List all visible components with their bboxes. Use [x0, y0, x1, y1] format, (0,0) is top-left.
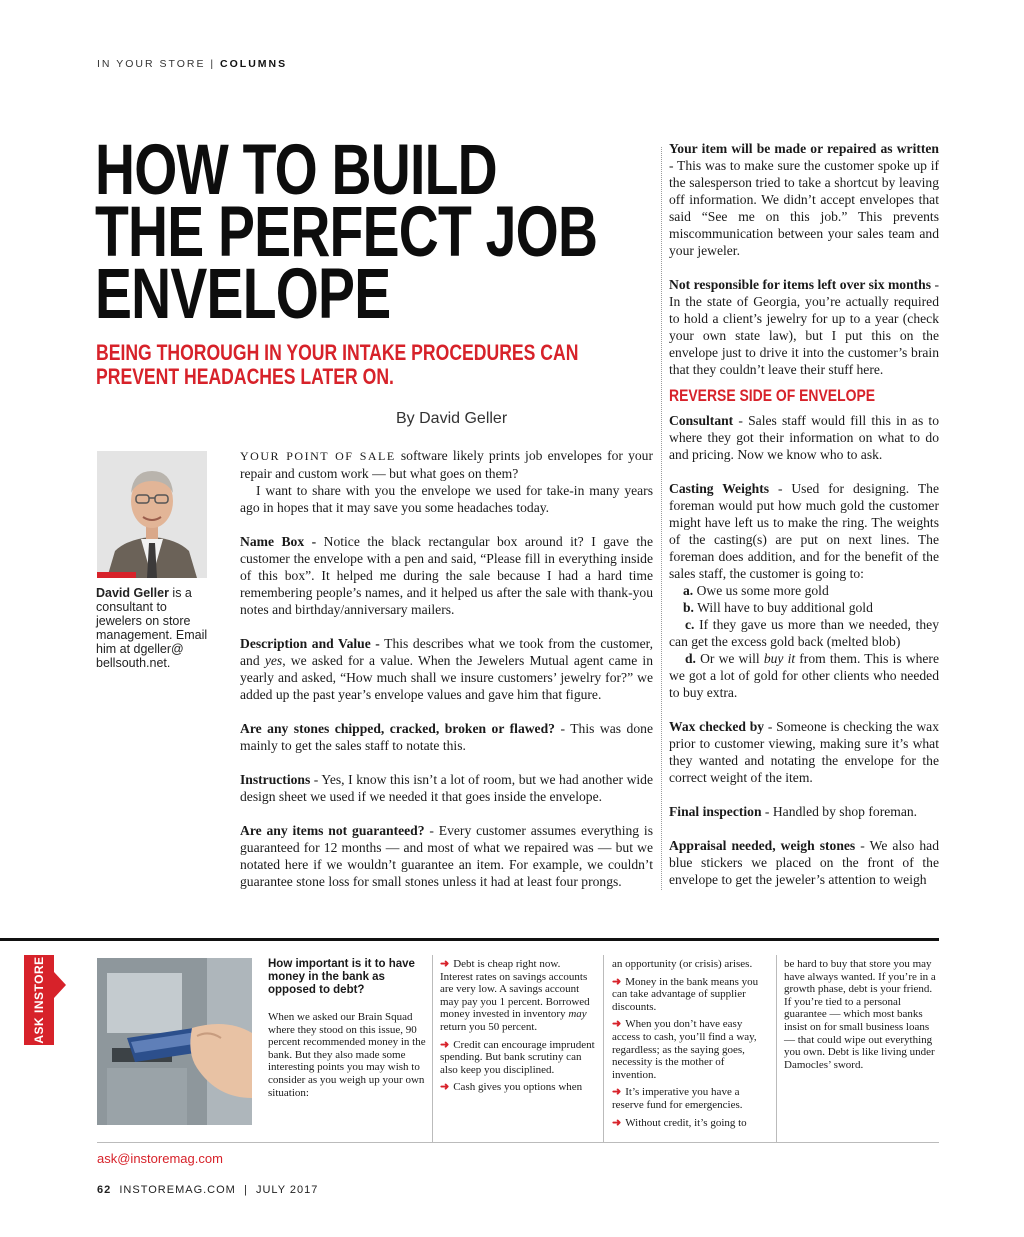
ask-column-1: [268, 958, 426, 1104]
casting-text: - Used for designing. The foreman would put how much gold the customer might have left us to make the ring. The weights of the casting(s) are put on next lines. The foreman does addition, and for the benefit of the sales staff, the customer is going to:: [669, 481, 939, 581]
wax-heading: Wax checked by: [669, 719, 765, 734]
description-heading: Description and Value -: [240, 636, 380, 651]
page-footer: [97, 1184, 318, 1196]
footer-site: INSTOREMAG.COM: [119, 1184, 236, 1196]
ask-divider: [776, 955, 777, 1142]
written-text: - This was to make sure the customer spoke up if the salesperson tried to take a shortcut by leaving off information. We didn’t accept envelopes that said “See me on this job.” This prevents miscommunication between your sales team and your jeweler.: [669, 158, 939, 258]
arrow-right-icon: ➜: [440, 958, 450, 970]
header-separator: |: [210, 58, 216, 70]
ask-point: Debt is cheap right now. Interest rates on savings accounts are very low. A savings account may pay you 1 percent. Borrowed money invested in inventory: [440, 958, 590, 1021]
title-line: ENVELOPE: [95, 255, 391, 334]
subtitle-line: BEING THOROUGH IN YOUR INTAKE PROCEDURES CAN: [96, 340, 579, 365]
header-category: COLUMNS: [220, 58, 288, 70]
ask-divider: [432, 955, 433, 1142]
section-rule: [0, 938, 939, 941]
article-title: [95, 131, 598, 334]
footer-issue: JULY 2017: [255, 1184, 319, 1196]
running-header: [97, 58, 287, 70]
list-key: c.: [685, 617, 695, 632]
arrow-right-icon: ➜: [440, 1081, 450, 1094]
ask-point: Without credit, it’s going to: [625, 1116, 747, 1129]
article-column-2: [669, 140, 939, 888]
consultant-text: - Sales staff would fill this in as to where they got their information on what to do and pricing. Now we know who to ask.: [669, 413, 939, 462]
list-key: a.: [683, 583, 694, 598]
ask-column-2: [440, 958, 595, 1099]
consultant-heading: Consultant: [669, 413, 734, 428]
guarantee-text: - Every customer assumes everything is guaranteed for 12 months — and most of what we repaired was — but we notated here if we wouldn’t guarantee an item. For example, we couldn’t guarantee stone loss for small stones unless it had at least four prongs.: [240, 823, 653, 889]
article-column-1: [240, 447, 653, 890]
atm-photo: [97, 958, 252, 1125]
casting-heading: Casting Weights: [669, 481, 770, 496]
ask-point: Credit can encourage imprudent spending. But bank scrutiny can also keep you disciplined.: [440, 1038, 595, 1076]
author-photo: [97, 451, 207, 578]
list-item: [669, 599, 939, 616]
arrow-right-icon: ➜: [612, 975, 622, 988]
list-key: d.: [685, 651, 696, 666]
description-text: This describes what we took from the customer, and: [240, 636, 654, 668]
ask-intro: When we asked our Brain Squad where they stood on this issue, 90 percent recommended money in the bank. But they also made some interesting points you may wish to consider as you weigh up your own situation:: [268, 1011, 426, 1099]
description-emphasis: yes: [264, 653, 283, 668]
intro-text: software likely prints job envelopes for your repair and custom work — but what goes on them?: [240, 448, 653, 481]
ask-column-3: [612, 958, 770, 1134]
author-name: David Geller: [96, 586, 169, 600]
ask-emphasis: may: [568, 1008, 587, 1021]
ask-point: an opportunity (or crisis) arises.: [612, 958, 753, 970]
reverse-side-heading: REVERSE SIDE OF ENVELOPE: [669, 386, 876, 405]
list-item: [669, 650, 939, 701]
header-section: IN YOUR STORE: [97, 58, 206, 70]
list-text: Or we will: [695, 651, 764, 666]
instructions-heading: Instructions: [240, 772, 311, 787]
tab-arrow-icon: [54, 972, 66, 998]
ask-divider: [603, 955, 604, 1142]
written-heading: Your item will be made or repaired as written: [669, 141, 939, 156]
list-item: [669, 616, 939, 650]
description-text-2: , we asked for a value. When the Jewelers Mutual agent came in yearly and asked, “How much shall we insure customers’ jewelry for?” we added up the past year’s envelope values and gave him that figure.: [240, 653, 653, 702]
not-responsible-heading: Not responsible for items left over six months: [669, 277, 932, 292]
stones-text: - This was done mainly to get the sales staff to notate this.: [240, 721, 653, 753]
guarantee-heading: Are any items not guaranteed?: [240, 823, 425, 838]
appraisal-heading: Appraisal needed, weigh stones: [669, 838, 856, 853]
list-key: b.: [683, 600, 694, 615]
column-divider: [661, 147, 662, 890]
ask-point: be hard to buy that store you may have always wanted. If you’re in a growth phase, debt is your friend. If you’re tied to a personal guarantee — which most banks insist on for small business loans — that could wipe out everything you own. Debt is like living under Damocles’ sword.: [784, 958, 936, 1071]
stones-heading: Are any stones chipped, cracked, broken or flawed?: [240, 721, 555, 736]
author-portrait-illustration: [97, 451, 207, 578]
final-inspection-heading: Final inspection: [669, 804, 762, 819]
ask-instore-label: ASK INSTORE: [32, 956, 46, 1044]
article-subtitle: [96, 341, 578, 389]
appraisal-text: - We also had blue stickers we placed on the front of the envelope to get the jeweler’s attention to weigh: [669, 838, 939, 887]
wax-text: - Someone is checking the wax prior to customer viewing, making sure it’s what they wanted and notating the envelope for the correct weight of the item.: [669, 719, 939, 785]
ask-point: Money in the bank means you can take advantage of supplier discounts.: [612, 975, 759, 1013]
title-line: HOW TO BUILD: [95, 131, 497, 210]
section-bottom-rule: [97, 1142, 939, 1143]
arrow-right-icon: ➜: [612, 1116, 622, 1129]
list-text: If they gave us more than we needed, they can get the excess gold back (melted blob): [669, 617, 939, 649]
ask-column-4: [784, 958, 936, 1076]
list-text: Owe us some more gold: [693, 583, 829, 598]
subtitle-line: PREVENT HEADACHES LATER ON.: [96, 364, 394, 389]
final-inspection-text: - Handled by shop foreman.: [761, 804, 918, 819]
byline: By David Geller: [396, 410, 508, 427]
intro-lead: YOUR POINT OF SALE: [240, 449, 396, 463]
ask-email-link[interactable]: ask@instoremag.com: [97, 1151, 223, 1166]
arrow-right-icon: ➜: [612, 1086, 622, 1099]
author-bio: [96, 586, 211, 670]
list-text-2: from them. This is where we got a lot of gold for other clients who needed to buy extra.: [669, 651, 939, 700]
name-box-text: Notice the black rectangular box around it? I gave the customer the envelope with a pen and said, “Please fill in everything inside of this box”. It helped me during the sale because I had a hard time remembering people’s names, and it helped us after the sale with thank-you notes and birthday/anniversary mailers.: [240, 534, 653, 617]
list-emphasis: buy it: [763, 651, 796, 666]
ask-point: It’s imperative you have a reserve fund for emergencies.: [612, 1086, 743, 1111]
instructions-text: - Yes, I know this isn’t a lot of room, but we had another wide design sheet we used if we needed it that goes inside the envelope.: [240, 772, 653, 804]
ask-point: When you don’t have easy access to cash, you’ll find a way, regardless; as the saying goes, necessity is the mother of invention.: [612, 1018, 757, 1081]
atm-card-illustration: [97, 958, 252, 1125]
ask-point: Cash gives you options when: [453, 1081, 583, 1094]
title-line: THE PERFECT JOB: [95, 193, 598, 272]
list-item: [669, 582, 939, 599]
not-responsible-text: - In the state of Georgia, you’re actually required to hold a client’s jewelry for up to a year (check your own state law), but I put this on the envelope just to drive it into the customer’s brain that they couldn’t leave their stuff here.: [669, 277, 939, 377]
arrow-right-icon: ➜: [612, 1018, 622, 1031]
intro-paragraph-2: I want to share with you the envelope we used for take-in many years ago in hopes that it may save you some headaches today.: [240, 483, 653, 515]
arrow-right-icon: ➜: [440, 1038, 450, 1051]
footer-separator: |: [243, 1184, 248, 1196]
name-box-heading: Name Box -: [240, 534, 317, 549]
page-number: 62: [97, 1184, 112, 1196]
list-text: Will have to buy additional gold: [693, 600, 873, 615]
ask-question: How important is it to have money in the bank as opposed to debt?: [268, 958, 415, 996]
author-bio-text: is a consultant to jewelers on store management. Email him at dgeller@ bellsouth.net.: [96, 586, 208, 670]
author-accent-bar: [97, 572, 136, 578]
ask-point-2: return you 50 percent.: [440, 1020, 538, 1033]
